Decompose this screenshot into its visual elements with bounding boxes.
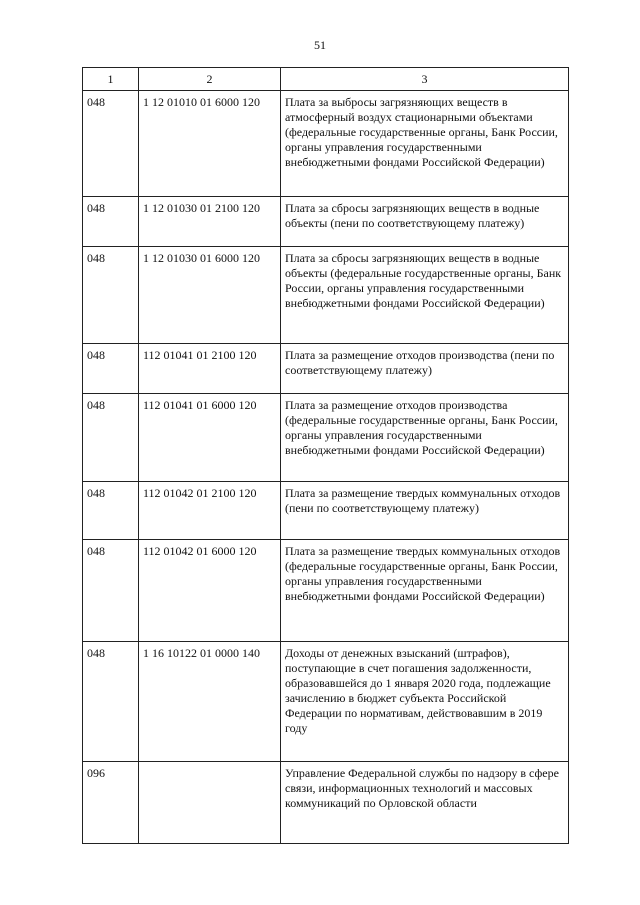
admin-code: 048 — [83, 540, 139, 642]
column-header-2: 2 — [139, 68, 281, 91]
admin-code: 096 — [83, 762, 139, 844]
table-row — [83, 247, 569, 344]
admin-code: 048 — [83, 197, 139, 247]
admin-code: 048 — [83, 394, 139, 482]
revenue-code — [139, 762, 281, 844]
revenue-description: Плата за размещение отходов производства (пени по соответствующему платежу) — [281, 344, 569, 394]
revenue-code: 112 01042 01 2100 120 — [139, 482, 281, 540]
revenue-description: Плата за сбросы загрязняющих веществ в водные объекты (федеральные государственные органы, Банк России, органы управления государственными внебюджетными фондами Российской Федерации) — [281, 247, 569, 344]
column-header-3: 3 — [281, 68, 569, 91]
revenue-code: 1 12 01030 01 2100 120 — [139, 197, 281, 247]
admin-code: 048 — [83, 642, 139, 762]
table-header-row — [83, 68, 569, 91]
revenue-description: Плата за размещение твердых коммунальных отходов (пени по соответствующему платежу) — [281, 482, 569, 540]
revenue-description: Плата за размещение твердых коммунальных отходов (федеральные государственные органы, Банк России, органы управления государственными внебюджетными фондами Российской Федерации) — [281, 540, 569, 642]
revenue-description: Плата за размещение отходов производства (федеральные государственные органы, Банк России, органы управления государственными внебюджетными фондами Российской Федерации) — [281, 394, 569, 482]
table-row — [83, 642, 569, 762]
revenue-description: Управление Федеральной службы по надзору в сфере связи, информационных технологий и массовых коммуникаций по Орловской области — [281, 762, 569, 844]
revenue-codes-table — [82, 67, 569, 844]
revenue-description: Плата за выбросы загрязняющих веществ в атмосферный воздух стационарными объектами (федеральные государственные органы, Банк России, органы управления государственными внебюджетными фондами Российской Федерации) — [281, 91, 569, 197]
table-row — [83, 762, 569, 844]
table-row — [83, 197, 569, 247]
revenue-code: 1 12 01030 01 6000 120 — [139, 247, 281, 344]
table-row — [83, 482, 569, 540]
admin-code: 048 — [83, 91, 139, 197]
revenue-code: 1 16 10122 01 0000 140 — [139, 642, 281, 762]
revenue-code: 112 01042 01 6000 120 — [139, 540, 281, 642]
table-row — [83, 344, 569, 394]
revenue-code: 1 12 01010 01 6000 120 — [139, 91, 281, 197]
table-row — [83, 91, 569, 197]
revenue-code: 112 01041 01 2100 120 — [139, 344, 281, 394]
revenue-description: Плата за сбросы загрязняющих веществ в водные объекты (пени по соответствующему платежу) — [281, 197, 569, 247]
table-row — [83, 540, 569, 642]
page-number: 51 — [314, 38, 326, 52]
table-row — [83, 394, 569, 482]
revenue-description: Доходы от денежных взысканий (штрафов), поступающие в счет погашения задолженности, образовавшейся до 1 января 2020 года, подлежащие зачислению в бюджет субъекта Российской Федерации по нормативам, действовавшим в 2019 году — [281, 642, 569, 762]
column-header-1: 1 — [83, 68, 139, 91]
admin-code: 048 — [83, 247, 139, 344]
revenue-code: 112 01041 01 6000 120 — [139, 394, 281, 482]
admin-code: 048 — [83, 482, 139, 540]
admin-code: 048 — [83, 344, 139, 394]
